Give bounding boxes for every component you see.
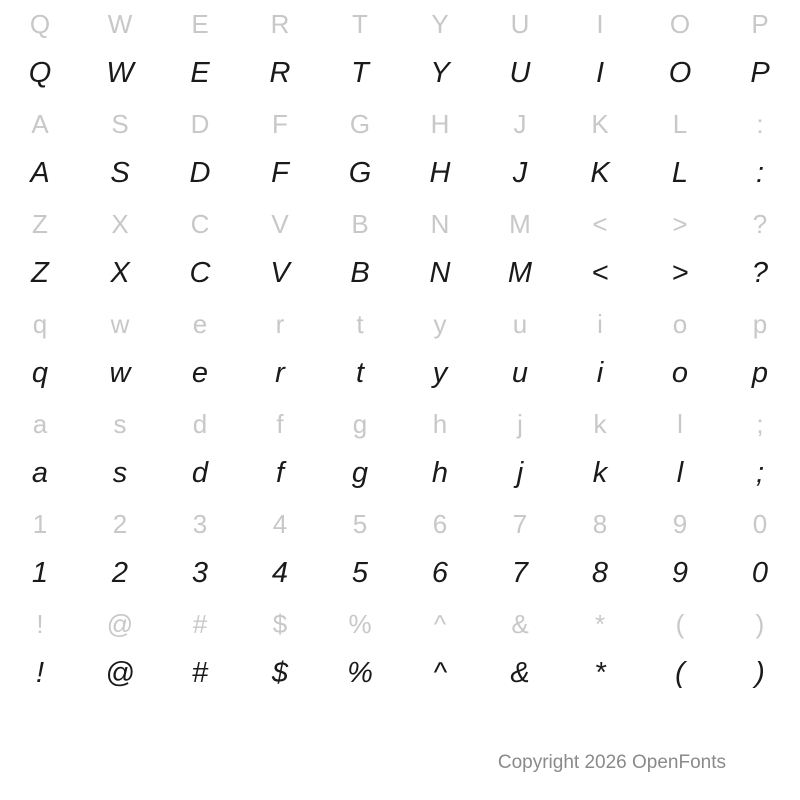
glyph-cell: X	[110, 257, 130, 289]
glyph-cell: 8	[592, 508, 608, 539]
glyph-cell: I	[596, 8, 604, 39]
glyph-cell: k	[592, 457, 608, 489]
glyph-cell: :	[756, 108, 764, 139]
glyph-cell: D	[189, 157, 211, 189]
glyph-cell: #	[191, 657, 209, 689]
glyph-cell: ^	[433, 657, 447, 689]
glyph-cell: N	[430, 208, 450, 239]
glyph-cell: 5	[351, 557, 369, 589]
glyph-cell: ?	[751, 257, 769, 289]
glyph-cell: #	[192, 608, 208, 639]
glyph-cell: l	[677, 408, 683, 439]
glyph-cell: T	[351, 57, 369, 89]
glyph-cell: <	[591, 257, 609, 289]
glyph-row-light	[0, 500, 800, 547]
glyph-cell: a	[32, 408, 48, 439]
glyph-cell: D	[190, 108, 210, 139]
glyph-cell: w	[110, 308, 130, 339]
glyph-cell: p	[751, 357, 769, 389]
glyph-cell: U	[510, 8, 530, 39]
glyph-cell: Q	[28, 57, 52, 89]
glyph-cell: 9	[672, 508, 688, 539]
glyph-cell: 7	[511, 557, 529, 589]
glyph-cell: y	[433, 308, 447, 339]
glyph-cell: t	[355, 357, 365, 389]
glyph-cell: h	[431, 457, 449, 489]
glyph-cell: L	[672, 108, 688, 139]
glyph-cell: y	[432, 357, 448, 389]
glyph-cell: E	[190, 57, 210, 89]
glyph-cell: f	[275, 457, 285, 489]
glyph-cell: Y	[431, 8, 449, 39]
glyph-cell: :	[755, 157, 765, 189]
glyph-cell: 1	[31, 557, 49, 589]
glyph-cell: f	[276, 408, 284, 439]
glyph-cell: R	[270, 8, 290, 39]
glyph-row-dark	[0, 47, 800, 100]
glyph-cell: *	[594, 657, 606, 689]
glyph-cell: 7	[512, 508, 528, 539]
glyph-cell: @	[105, 657, 135, 689]
glyph-cell: q	[32, 308, 48, 339]
glyph-cell: h	[432, 408, 448, 439]
glyph-row-light	[0, 600, 800, 647]
glyph-group	[0, 400, 800, 500]
glyph-cell: w	[109, 357, 131, 389]
glyph-cell: >	[671, 257, 689, 289]
glyph-cell: 1	[32, 508, 48, 539]
glyph-group	[0, 300, 800, 400]
glyph-cell: 3	[192, 508, 208, 539]
glyph-cell: ;	[756, 408, 764, 439]
glyph-cell: L	[671, 157, 689, 189]
glyph-cell: *	[594, 608, 606, 639]
glyph-cell: J	[513, 108, 527, 139]
glyph-cell: %	[347, 657, 373, 689]
glyph-group	[0, 100, 800, 200]
glyph-cell: K	[591, 108, 609, 139]
glyph-cell: Z	[31, 257, 49, 289]
glyph-cell: X	[111, 208, 129, 239]
glyph-group	[0, 200, 800, 300]
glyph-cell: 2	[111, 557, 129, 589]
glyph-cell: !	[36, 608, 44, 639]
glyph-cell: E	[191, 8, 209, 39]
glyph-cell: k	[593, 408, 607, 439]
glyph-cell: j	[516, 457, 524, 489]
glyph-cell: r	[275, 357, 285, 389]
glyph-cell: s	[113, 408, 127, 439]
glyph-row-dark	[0, 147, 800, 200]
glyph-cell: M	[507, 257, 533, 289]
glyph-cell: ;	[755, 457, 765, 489]
glyph-cell: I	[595, 57, 605, 89]
glyph-cell: d	[192, 408, 208, 439]
glyph-cell: U	[509, 57, 531, 89]
glyph-cell: (	[675, 657, 685, 689]
glyph-cell: p	[752, 308, 768, 339]
glyph-cell: V	[271, 208, 289, 239]
glyph-row-dark	[0, 447, 800, 500]
glyph-cell: r	[275, 308, 285, 339]
glyph-cell: 0	[752, 508, 768, 539]
glyph-cell: M	[509, 208, 531, 239]
glyph-cell: F	[271, 157, 289, 189]
glyph-cell: K	[590, 157, 610, 189]
glyph-cell: g	[352, 408, 368, 439]
glyph-cell: e	[191, 357, 209, 389]
glyph-cell: 9	[671, 557, 689, 589]
glyph-cell: a	[31, 457, 49, 489]
glyph-cell: W	[106, 57, 134, 89]
glyph-cell: &	[511, 608, 529, 639]
glyph-cell: g	[351, 457, 369, 489]
glyph-cell: S	[110, 157, 130, 189]
glyph-cell: A	[31, 108, 49, 139]
glyph-cell: Y	[430, 57, 450, 89]
glyph-cell: %	[348, 608, 372, 639]
copyright-notice: Copyright 2026 OpenFonts	[497, 752, 726, 773]
glyph-group	[0, 500, 800, 600]
glyph-cell: q	[31, 357, 49, 389]
glyph-cell: 6	[431, 557, 449, 589]
glyph-cell: i	[597, 308, 603, 339]
glyph-cell: o	[671, 357, 689, 389]
glyph-cell: )	[755, 657, 765, 689]
glyph-cell: 4	[271, 557, 289, 589]
glyph-cell: u	[512, 308, 528, 339]
glyph-cell: u	[511, 357, 529, 389]
glyph-cell: >	[672, 208, 688, 239]
glyph-cell: O	[668, 57, 692, 89]
glyph-cell: s	[112, 457, 128, 489]
glyph-cell: J	[512, 157, 528, 189]
glyph-cell: &	[510, 657, 530, 689]
glyph-cell: T	[352, 8, 368, 39]
glyph-cell: 3	[191, 557, 209, 589]
glyph-cell: G	[349, 108, 371, 139]
glyph-row-dark	[0, 547, 800, 600]
glyph-cell: ^	[433, 608, 447, 639]
glyph-cell: 0	[751, 557, 769, 589]
glyph-cell: R	[269, 57, 291, 89]
glyph-cell: l	[676, 457, 684, 489]
glyph-cell: S	[111, 108, 129, 139]
glyph-cell: @	[106, 608, 134, 639]
glyph-row-light	[0, 400, 800, 447]
glyph-row-dark	[0, 247, 800, 300]
glyph-row-dark	[0, 647, 800, 700]
glyph-cell: Z	[32, 208, 48, 239]
glyph-cell: V	[270, 257, 290, 289]
glyph-cell: W	[107, 8, 133, 39]
glyph-cell: C	[189, 257, 211, 289]
glyph-cell: F	[272, 108, 288, 139]
glyph-group	[0, 600, 800, 700]
glyph-row-light	[0, 0, 800, 47]
glyph-row-light	[0, 200, 800, 247]
glyph-cell: P	[751, 8, 769, 39]
glyph-cell: H	[429, 157, 451, 189]
glyph-cell: i	[596, 357, 604, 389]
glyph-cell: B	[350, 257, 370, 289]
glyph-cell: (	[675, 608, 685, 639]
glyph-cell: 5	[352, 508, 368, 539]
glyph-cell: t	[356, 308, 364, 339]
glyph-cell: A	[30, 157, 50, 189]
glyph-cell: B	[351, 208, 369, 239]
glyph-cell: P	[750, 57, 770, 89]
glyph-cell: Q	[29, 8, 51, 39]
glyph-cell: N	[429, 257, 451, 289]
glyph-cell: )	[755, 608, 765, 639]
glyph-cell: j	[517, 408, 523, 439]
glyph-cell: 6	[432, 508, 448, 539]
glyph-cell: O	[669, 8, 691, 39]
glyph-cell: 4	[272, 508, 288, 539]
glyph-cell: 8	[591, 557, 609, 589]
glyph-cell: e	[192, 308, 208, 339]
glyph-group	[0, 0, 800, 100]
glyph-cell: $	[271, 657, 289, 689]
glyph-row-light	[0, 100, 800, 147]
glyph-cell: <	[592, 208, 608, 239]
glyph-cell: d	[191, 457, 209, 489]
glyph-cell: C	[190, 208, 210, 239]
glyph-row-dark	[0, 347, 800, 400]
glyph-cell: H	[430, 108, 450, 139]
glyph-row-light	[0, 300, 800, 347]
glyph-cell: !	[35, 657, 45, 689]
glyph-cell: 2	[112, 508, 128, 539]
glyph-cell: ?	[752, 208, 768, 239]
glyph-cell: G	[348, 157, 372, 189]
glyph-cell: $	[272, 608, 288, 639]
glyph-cell: o	[672, 308, 688, 339]
